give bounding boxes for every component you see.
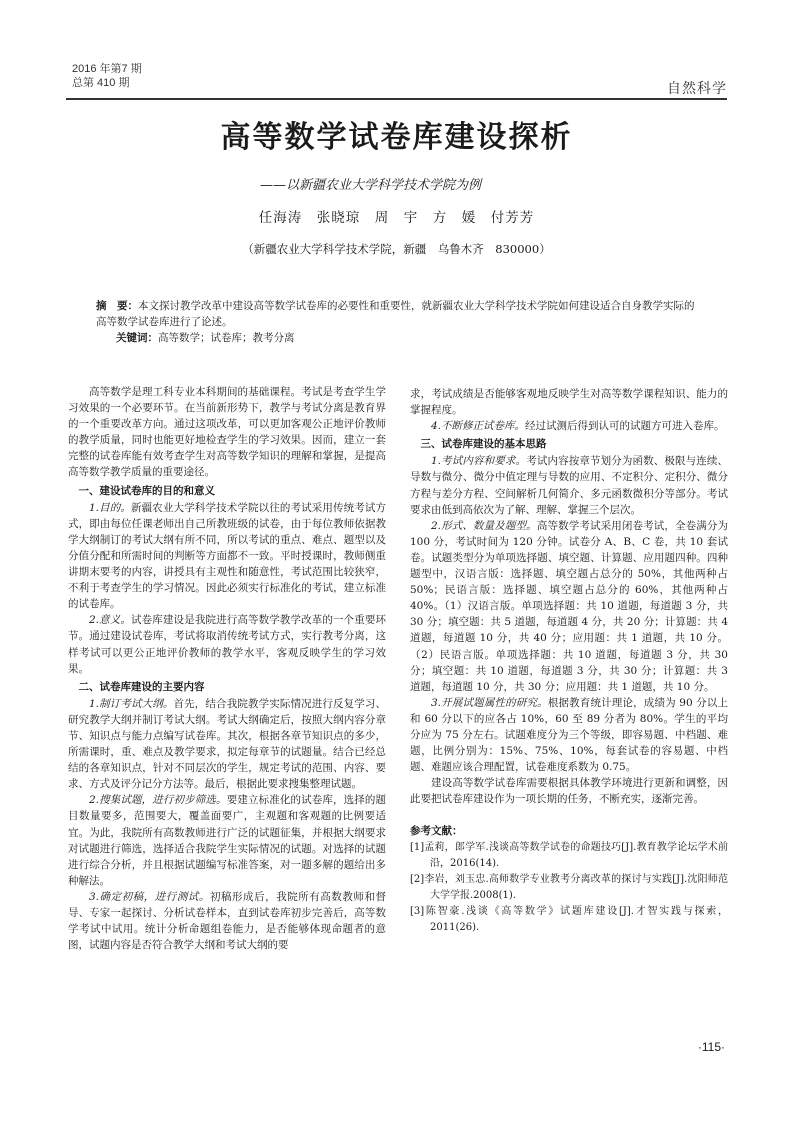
section-heading-1: 一、建设试卷库的目的和意义 — [78, 484, 215, 497]
intro-paragraph: 高等数学是理工科专业本科期间的基础课程。考试是考查学生学习效果的一个必要环节。在当前新形势下，教学与考试分离是教育界的一个重要改革方向。通过这项改革，可以更加客观公正地评价教师的教学质量，同时也能更好地检查学生的学习效果。因而，建立一套完整的试卷库能有效考查学生对高等数学知识的理解和掌握，是提高高等数学教学质量的重要途径。 — [68, 386, 386, 479]
paragraph-text: 试卷库建设是我院进行高等数学教学改革的一个重要环节。通过建设试卷库，考试将取消传统考试方式，实行教考分离，这样考试可以更公正地评价教师的教学水平，客观反映学生的学习效果。 — [68, 614, 387, 675]
continued-paragraph: 求，考试成绩是否能够客观地反映学生对高等数学课程知识、能力的掌握程度。 — [410, 388, 728, 417]
paragraph-heading: 1.目的。 — [89, 501, 132, 514]
paragraph-text: 经过试测后得到认可的试题方可进入卷库。 — [525, 420, 725, 433]
keywords-text: 高等数学；试卷库；教考分离 — [158, 332, 295, 344]
paragraph-text: 根据教育统计理论，成绩为 90 分以上和 60 分以下的应各占 10%，60 至 89 分者为 80%。学生的平均分应为 75 分左右。试题难度分为三个等级，即容易题、中档题、难题，比例分别为：15%、75%、10%，每套试卷的容易题、中档题、难题应该合理配置，试卷难度系数为 0.75。 — [410, 696, 728, 774]
paragraph — [68, 500, 386, 613]
paragraph — [68, 612, 386, 676]
keywords — [116, 330, 696, 345]
paragraph-heading: 1.制订考试大纲。 — [89, 697, 174, 710]
paragraph-text: 初稿形成后，我院所有高数教师和督导、专家一起探讨、分析试卷样本，直到试卷库初步完善后，高等数学考试中试用。统计分析命题组卷能力，是否能够体现命题者的意图，试题内容是否符合教学大纲和考试大纲的要 — [68, 890, 386, 952]
paragraph — [410, 518, 728, 695]
paragraph-heading: 2.搜集试题，进行初步筛选。 — [89, 794, 227, 807]
right-column — [410, 386, 728, 936]
paragraph — [410, 695, 728, 775]
paragraph-text: 新疆农业大学科学技术学院以往的考试采用传统考试方式，即由每位任课老师出自己所教班级的试卷，由于每位教师依据教学大纲制订的考试大纲有所不同，所以考试的重点、难点、题型以及分值分配和所需时间的判断等方面都不一致。平时授课时，教师侧重讲期末要考的内容，讲授具有主观性和随意性，考试范围比较狭窄，不利于考查学生的学习情况。因此必须实行标准化的考试，建立标准的试卷库。 — [68, 501, 387, 611]
reference-item: [1]孟莉，郎学军.浅谈高等数学试卷的命题技巧[J].教育教学论坛学术前沿，2016(14). — [410, 841, 728, 869]
paragraph — [410, 453, 728, 517]
section-heading-2: 二、试卷库建设的主要内容 — [78, 680, 205, 693]
paragraph-heading: 1.考试内容和要求。 — [431, 455, 527, 468]
abstract — [96, 298, 696, 330]
paragraph-text: 首先，结合我院教学实际情况进行反复学习、研究教学大纲并制订考试大纲。考试大纲确定后，按照大纲内容分章节、知识点与能力点编写试卷库。其次，根据各章节知识点的多少，所需课时，重、难点及教学要求，拟定每章节的试题量。结合已经总结的各章知识点，针对不同层次的学生，规定考试的范围、内容、要求、方式及评分记分方法等。最后，根据此要求搜集整理试题。 — [68, 697, 386, 791]
reference-item: [2]李岩，刘玉忠.高师数学专业教考分离改革的探讨与实践[J].沈阳师范大学学报.2008(1). — [410, 873, 728, 901]
article-subtitle: ——以新疆农业大学科学技术学院为例 — [260, 178, 482, 193]
header-rule — [66, 98, 727, 100]
references-title: 参考文献： — [410, 825, 463, 838]
paragraph-heading: 2.形式、数量及题型。 — [431, 519, 537, 532]
abstract-label: 摘 要： — [96, 300, 138, 312]
keywords-label: 关键词： — [116, 332, 158, 344]
paragraph-text: 考试内容按章节划分为函数、极限与连续、导数与微分、微分中值定理与导数的应用、不定积分、定积分、微分方程与差分方程、空间解析几何简介、多元函数微积分等部分。考试要求由低到高依次为了解、理解、掌握三个层次。 — [410, 455, 728, 516]
paragraph-text: 高等数学考试采用闭卷考试，全卷满分为 100 分，考试时间为 120 分钟。试卷分 A、B、C 卷，共 10 套试卷。试题类型分为单项选择题、填空题、计算题、应用题四种。四种题型中，汉语言版：选择题、填空题占总分的 50%，其他两种占 50%；民语言版：选择题、填空题占总分的 60%，其他两种占 40%。（1）汉语言版。单项选择题：共 10 道题，每道题 3 分，共 30 分；填空题：共 5 道题，每道题 4 分，共 20 分；计算题：共 4 道题，每道题 10 分，共 40 分；应用题：共 1 道题，共 10 分。（2）民语言版。单项选择题：共 10 道题，每道题 3 分，共 30 分；填空题：共 10 道题，每道题 3 分，共 30 分；计算题：共 3 道题，每道题 10 分，共 30 分；应用题：共 1 道题，共 10 分。 — [410, 519, 728, 693]
total-issue-number: 总第 410 期 — [72, 77, 130, 89]
conclusion-paragraph: 建设高等数学试卷库需要根据具体教学环境进行更新和调整，因此要把试卷库建设作为一项长期的任务，不断充实，逐渐完善。 — [410, 777, 728, 806]
author-list: 任海涛 张晓琼 周 宇 方 媛 付芳芳 — [258, 210, 535, 226]
article-title: 高等数学试卷库建设探析 — [220, 120, 573, 155]
paragraph — [68, 792, 386, 889]
paragraph-heading: 3.确定初稿，进行测试。 — [89, 890, 210, 903]
section-heading-3: 三、试卷库建设的基本思路 — [420, 438, 547, 451]
paragraph-text: 要建立标准化的试卷库，选择的题目数量要多，范围要大，覆盖面要广，主观题和客观题的比例要适宜。为此，我院所有高数教师进行广泛的试题征集，并根据大纲要求对试题进行筛选，选择适合我院学生实际情况的试题。对选择的试题进行综合分析，并且根据试题编写标准答案，对一题多解的题给出多种解法。 — [68, 794, 387, 887]
issue-number: 2016 年第7 期 — [72, 63, 142, 75]
abstract-text: 本文探讨教学改革中建设高等数学试卷库的必要性和重要性，就新疆农业大学科学技术学院如何建设适合自身教学实际的高等数学试卷库进行了论述。 — [96, 300, 695, 328]
paragraph — [68, 889, 386, 953]
page-number: ·115· — [697, 1040, 725, 1054]
paragraph-heading: 2.意义。 — [89, 614, 132, 627]
left-column — [68, 384, 386, 953]
paragraph-heading: 4.不断修正试卷库。 — [431, 420, 526, 433]
issue-info — [72, 62, 142, 90]
paragraph — [410, 418, 728, 434]
paragraph-heading: 3.开展试题属性的研究。 — [431, 696, 548, 709]
affiliation: （新疆农业大学科学技术学院，新疆 乌鲁木齐 830000） — [242, 242, 551, 256]
reference-item: [3]陈智豪.浅谈《高等数学》试题库建设[J].才智实践与探索，2011(26). — [410, 905, 728, 933]
section-name: 自然科学 — [667, 80, 727, 96]
paragraph — [68, 696, 386, 793]
